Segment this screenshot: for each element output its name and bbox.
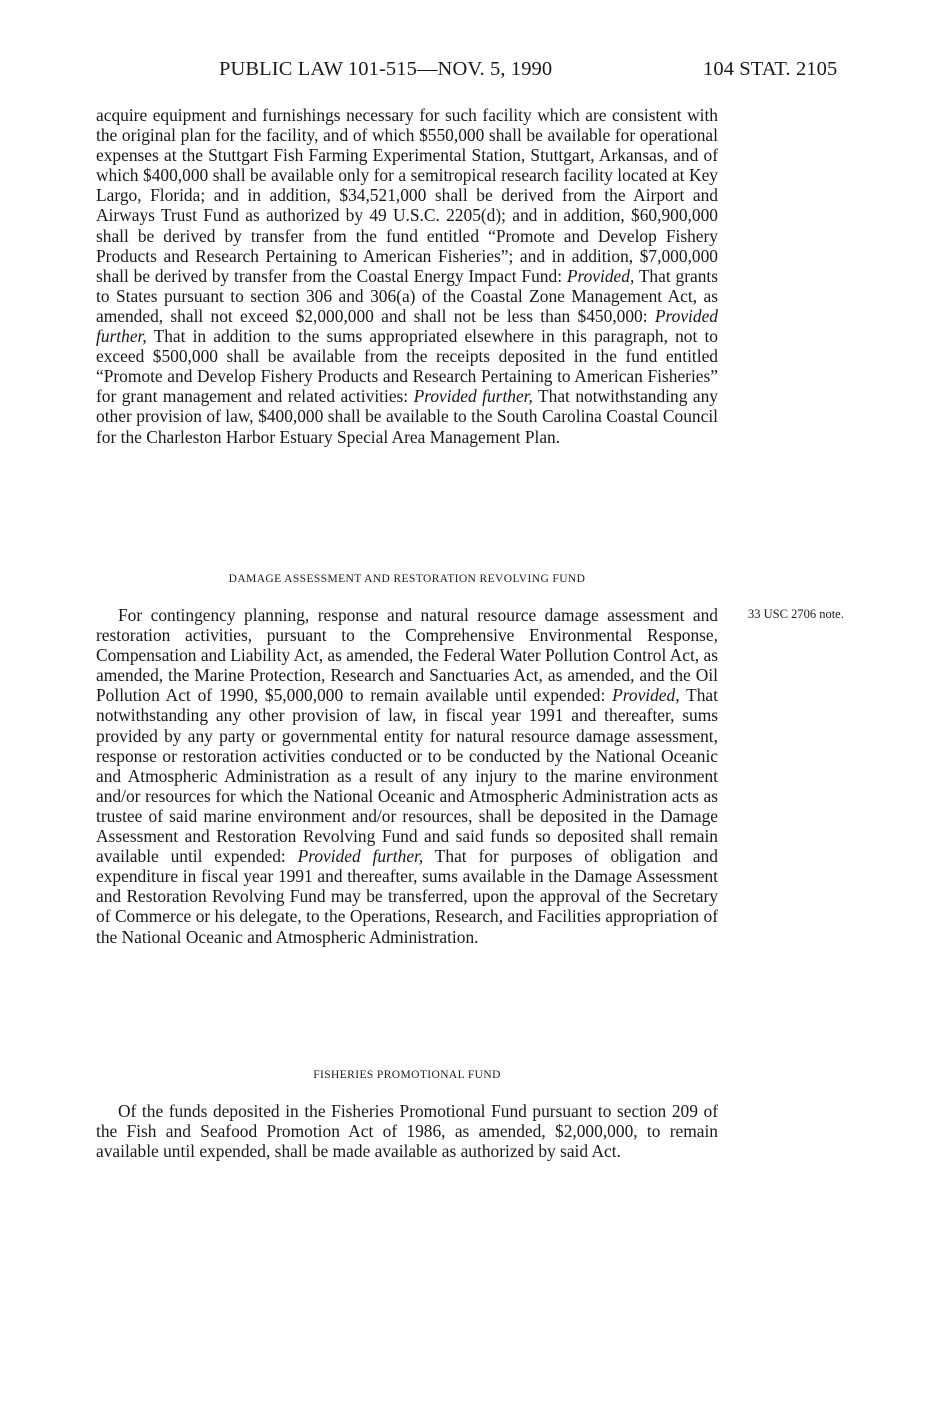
proviso-label: Provided,	[612, 685, 680, 706]
proviso-label: Provided further,	[297, 846, 424, 867]
text-segment: That grants to States pursuant to section 306 and 306(a) of the Coastal Zone Management Act, as amended, shall not exceed $2,000,000 and shall not be less than $450,000:	[96, 265, 718, 326]
text-segment: That notwithstanding any other provision of law, $400,000 shall be available to the South Carolina Coastal Council for the Charleston Harbor Estuary Special Area Management Plan.	[96, 386, 718, 447]
text-segment: acquire equipment and furnishings necessary for such facility which are consistent with the original plan for the facility, and of which $550,000 shall be available for operational expenses at the Stuttgart Fish Farming Experimental Station, Stuttgart, Arkansas, and of which $400,000 shall be available only for a semitropical research facility located at Key Largo, Florida; and in addition, $34,521,000 shall be derived from the Airport and Airways Trust Fund as authorized by 49 U.S.C. 2205(d); and in addition, $60,900,000 shall be derived by transfer from the fund entitled “Promote and Develop Fishery Products and Research Pertaining to American Fisheries”; and in addition, $7,000,000 shall be derived by transfer from the Coastal Energy Impact Fund:	[96, 105, 718, 286]
continued-appropriation-paragraph	[96, 105, 718, 447]
paragraph-text	[96, 105, 718, 447]
proviso-label: Provided further,	[96, 305, 718, 347]
statute-page-number: 104 STAT. 2105	[703, 58, 838, 80]
text-segment: That for purposes of obligation and expenditure in fiscal year 1991 and thereafter, sums available in the Damage Assessment and Restoration Revolving Fund may be transferred, upon the approval of the Secretary of Commerce or his delegate, to the Operations, Research, and Facilities appropriation of the National Oceanic and Atmospheric Administration.	[96, 846, 718, 947]
law-citation-header: PUBLIC LAW 101-515—NOV. 5, 1990	[219, 58, 553, 80]
text-segment: That notwithstanding any other provision of law, in fiscal year 1991 and thereafter, sums provided by any party or governmental entity for natural resource damage assessment, response or restoration activities conducted or to be conducted by the National Oceanic and Atmospheric Administration as a result of any injury to the marine environment and/or resources for which the National Oceanic and Atmospheric Administration acts as trustee of said marine environment and/or resources, shall be deposited in the Damage Assessment and Restoration Revolving Fund and said funds so deposited shall remain available until expended:	[96, 685, 718, 867]
section-heading-fisheries-fund: FISHERIES PROMOTIONAL FUND	[313, 1069, 501, 1081]
fisheries-fund-paragraph	[96, 1101, 718, 1161]
text-segment: That in addition to the sums appropriated elsewhere in this paragraph, not to exceed $500,000 shall be available from the receipts deposited in the fund entitled “Promote and Develop Fishery Products and Research Pertaining to American Fisheries” for grant management and related activities:	[96, 326, 718, 407]
proviso-label: Provided further,	[413, 386, 533, 407]
paragraph-text	[96, 605, 718, 947]
running-header	[0, 58, 939, 86]
usc-margin-note: 33 USC 2706 note.	[748, 607, 844, 621]
damage-assessment-paragraph	[96, 605, 718, 947]
proviso-label: Provided,	[566, 265, 635, 286]
paragraph-text: Of the funds deposited in the Fisheries Promotional Fund pursuant to section 209 of the Fish and Seafood Promotion Act of 1986, as amended, $2,000,000, to remain available until expended, shall be made available as authorized by said Act.	[96, 1101, 718, 1162]
text-segment: For contingency planning, response and natural resource damage assessment and restoration activities, pursuant to the Comprehensive Environmental Response, Compensation and Liability Act, as amended, the Federal Water Pollution Control Act, as amended, the Marine Protection, Research and Sanctuaries Act, as amended, and the Oil Pollution Act of 1990, $5,000,000 to remain available until expended:	[96, 605, 718, 706]
section-heading-damage-assessment: DAMAGE ASSESSMENT AND RESTORATION REVOLVING FUND	[228, 573, 586, 585]
